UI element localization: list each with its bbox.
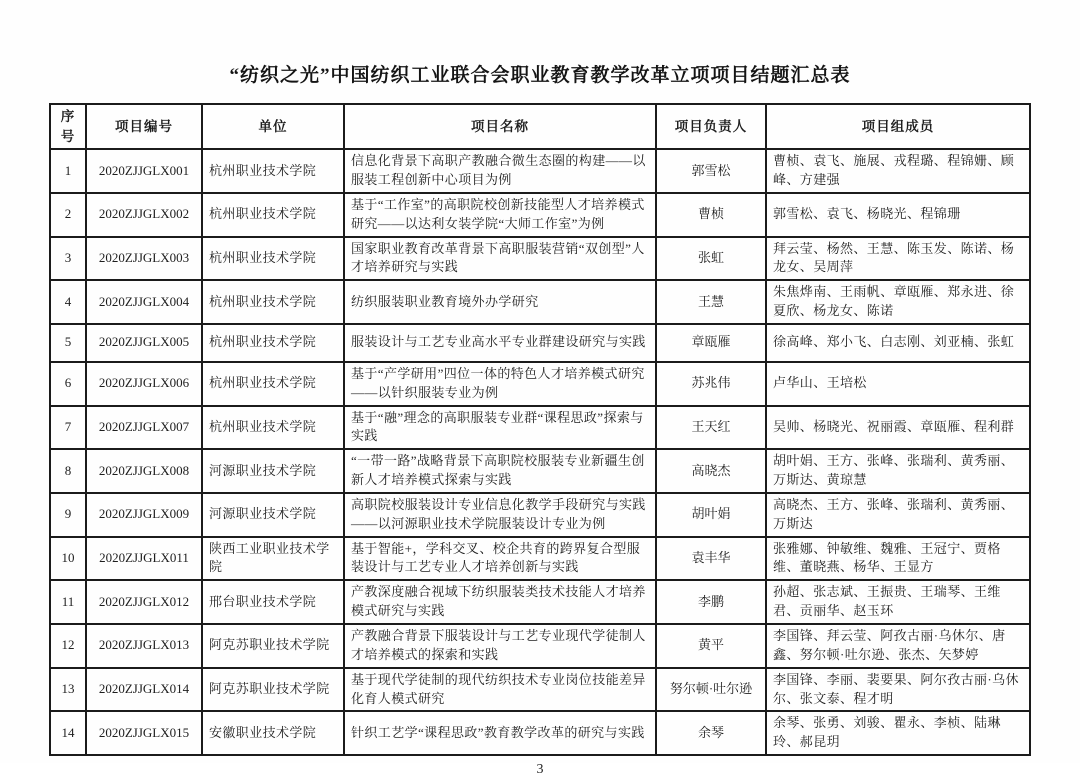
name-cell: 基于智能+，学科交叉、校企共育的跨界复合型服装设计与工艺专业人才培养创新与实践: [344, 537, 656, 581]
code-cell: 2020ZJJGLX012: [86, 580, 202, 624]
name-cell: 基于“融”理念的高职服装专业群“课程思政”探索与实践: [344, 406, 656, 450]
unit-cell: 陕西工业职业技术学院: [202, 537, 344, 581]
seq-cell: 2: [50, 193, 86, 237]
code-cell: 2020ZJJGLX007: [86, 406, 202, 450]
leader-cell: 张虹: [656, 237, 766, 281]
unit-cell: 杭州职业技术学院: [202, 362, 344, 406]
code-cell: 2020ZJJGLX013: [86, 624, 202, 668]
name-cell: 纺织服装职业教育境外办学研究: [344, 280, 656, 324]
name-cell: 服装设计与工艺专业高水平专业群建设研究与实践: [344, 324, 656, 362]
members-cell: 张雅娜、钟敏维、魏雅、王冠宁、贾格维、董晓燕、杨华、王显方: [766, 537, 1030, 581]
code-cell: 2020ZJJGLX006: [86, 362, 202, 406]
name-cell: 信息化背景下高职产教融合微生态圈的构建——以服装工程创新中心项目为例: [344, 149, 656, 193]
unit-cell: 安徽职业技术学院: [202, 711, 344, 755]
name-cell: 产教融合背景下服装设计与工艺专业现代学徒制人才培养模式的探索和实践: [344, 624, 656, 668]
members-cell: 朱焦烨南、王雨帆、章瓯雁、郑永进、徐夏欣、杨龙女、陈诺: [766, 280, 1030, 324]
members-cell: 余琴、张勇、刘骏、瞿永、李桢、陆琳玲、郝昆玥: [766, 711, 1030, 755]
members-cell: 曹桢、袁飞、施展、戎程璐、程锦姗、顾峰、方建强: [766, 149, 1030, 193]
unit-cell: 杭州职业技术学院: [202, 237, 344, 281]
code-cell: 2020ZJJGLX015: [86, 711, 202, 755]
members-cell: 卢华山、王培松: [766, 362, 1030, 406]
leader-cell: 章瓯雁: [656, 324, 766, 362]
seq-cell: 13: [50, 668, 86, 712]
code-cell: 2020ZJJGLX011: [86, 537, 202, 581]
unit-cell: 杭州职业技术学院: [202, 324, 344, 362]
name-cell: 基于现代学徒制的现代纺织技术专业岗位技能差异化育人模式研究: [344, 668, 656, 712]
leader-cell: 努尔顿·吐尔逊: [656, 668, 766, 712]
table-row: [50, 580, 1030, 624]
code-cell: 2020ZJJGLX004: [86, 280, 202, 324]
leader-cell: 郭雪松: [656, 149, 766, 193]
seq-cell: 1: [50, 149, 86, 193]
table-row: [50, 149, 1030, 193]
name-cell: 国家职业教育改革背景下高职服装营销“双创型”人才培养研究与实践: [344, 237, 656, 281]
table-row: [50, 324, 1030, 362]
leader-cell: 王慧: [656, 280, 766, 324]
members-cell: 高晓杰、王方、张峰、张瑞利、黄秀丽、万斯达: [766, 493, 1030, 537]
members-cell: 孙超、张志斌、王振贵、王瑞琴、王维君、贡丽华、赵玉环: [766, 580, 1030, 624]
name-cell: 针织工艺学“课程思政”教育教学改革的研究与实践: [344, 711, 656, 755]
unit-cell: 杭州职业技术学院: [202, 280, 344, 324]
seq-cell: 4: [50, 280, 86, 324]
table-row: [50, 237, 1030, 281]
members-cell: 拜云莹、杨然、王慧、陈玉发、陈诺、杨龙女、吴周萍: [766, 237, 1030, 281]
leader-cell: 王天红: [656, 406, 766, 450]
code-cell: 2020ZJJGLX002: [86, 193, 202, 237]
unit-cell: 河源职业技术学院: [202, 493, 344, 537]
unit-cell: 杭州职业技术学院: [202, 406, 344, 450]
name-cell: “一带一路”战略背景下高职院校服装专业新疆生创新人才培养模式探索与实践: [344, 449, 656, 493]
col-header-seq: 序号: [50, 104, 86, 149]
projects-table: [49, 103, 1031, 756]
name-cell: 产教深度融合视域下纺织服装类技术技能人才培养模式研究与实践: [344, 580, 656, 624]
leader-cell: 苏兆伟: [656, 362, 766, 406]
seq-cell: 7: [50, 406, 86, 450]
code-cell: 2020ZJJGLX014: [86, 668, 202, 712]
code-cell: 2020ZJJGLX001: [86, 149, 202, 193]
seq-cell: 9: [50, 493, 86, 537]
members-cell: 李国锋、拜云莹、阿孜古丽·乌休尔、唐鑫、努尔顿·吐尔逊、张杰、矢梦婷: [766, 624, 1030, 668]
col-header-leader: 项目负责人: [656, 104, 766, 149]
unit-cell: 杭州职业技术学院: [202, 149, 344, 193]
header-row: [50, 104, 1030, 149]
seq-cell: 14: [50, 711, 86, 755]
leader-cell: 高晓杰: [656, 449, 766, 493]
col-header-code: 项目编号: [86, 104, 202, 149]
leader-cell: 李鹏: [656, 580, 766, 624]
table-row: [50, 406, 1030, 450]
members-cell: 胡叶娟、王方、张峰、张瑞利、黄秀丽、万斯达、黄琼慧: [766, 449, 1030, 493]
leader-cell: 袁丰华: [656, 537, 766, 581]
name-cell: 高职院校服装设计专业信息化教学手段研究与实践——以河源职业技术学院服装设计专业为例: [344, 493, 656, 537]
table-row: [50, 493, 1030, 537]
unit-cell: 阿克苏职业技术学院: [202, 624, 344, 668]
seq-cell: 6: [50, 362, 86, 406]
unit-cell: 河源职业技术学院: [202, 449, 344, 493]
page-number: 3: [536, 762, 544, 778]
members-cell: 吴帅、杨晓光、祝丽霞、章瓯雁、程利群: [766, 406, 1030, 450]
table-row: [50, 449, 1030, 493]
seq-cell: 11: [50, 580, 86, 624]
table-row: [50, 668, 1030, 712]
members-cell: 郭雪松、袁飞、杨晓光、程锦珊: [766, 193, 1030, 237]
members-cell: 李国锋、李丽、裴要果、阿尔孜古丽·乌休尔、张文泰、程才明: [766, 668, 1030, 712]
table-row: [50, 711, 1030, 755]
seq-cell: 3: [50, 237, 86, 281]
col-header-members: 项目组成员: [766, 104, 1030, 149]
seq-cell: 8: [50, 449, 86, 493]
col-header-name: 项目名称: [344, 104, 656, 149]
name-cell: 基于“工作室”的高职院校创新技能型人才培养模式研究——以达利女装学院“大师工作室”为例: [344, 193, 656, 237]
table-row: [50, 280, 1030, 324]
unit-cell: 杭州职业技术学院: [202, 193, 344, 237]
leader-cell: 余琴: [656, 711, 766, 755]
leader-cell: 胡叶娟: [656, 493, 766, 537]
seq-cell: 5: [50, 324, 86, 362]
unit-cell: 阿克苏职业技术学院: [202, 668, 344, 712]
leader-cell: 黄平: [656, 624, 766, 668]
seq-cell: 12: [50, 624, 86, 668]
table-row: [50, 537, 1030, 581]
col-header-unit: 单位: [202, 104, 344, 149]
table-row: [50, 193, 1030, 237]
code-cell: 2020ZJJGLX009: [86, 493, 202, 537]
code-cell: 2020ZJJGLX003: [86, 237, 202, 281]
unit-cell: 邢台职业技术学院: [202, 580, 344, 624]
table-row: [50, 362, 1030, 406]
members-cell: 徐高峰、郑小飞、白志刚、刘亚楠、张虹: [766, 324, 1030, 362]
name-cell: 基于“产学研用”四位一体的特色人才培养模式研究——以针织服装专业为例: [344, 362, 656, 406]
leader-cell: 曹桢: [656, 193, 766, 237]
seq-cell: 10: [50, 537, 86, 581]
table-row: [50, 624, 1030, 668]
page-title: “纺织之光”中国纺织工业联合会职业教育教学改革立项项目结题汇总表: [229, 65, 851, 86]
code-cell: 2020ZJJGLX008: [86, 449, 202, 493]
code-cell: 2020ZJJGLX005: [86, 324, 202, 362]
